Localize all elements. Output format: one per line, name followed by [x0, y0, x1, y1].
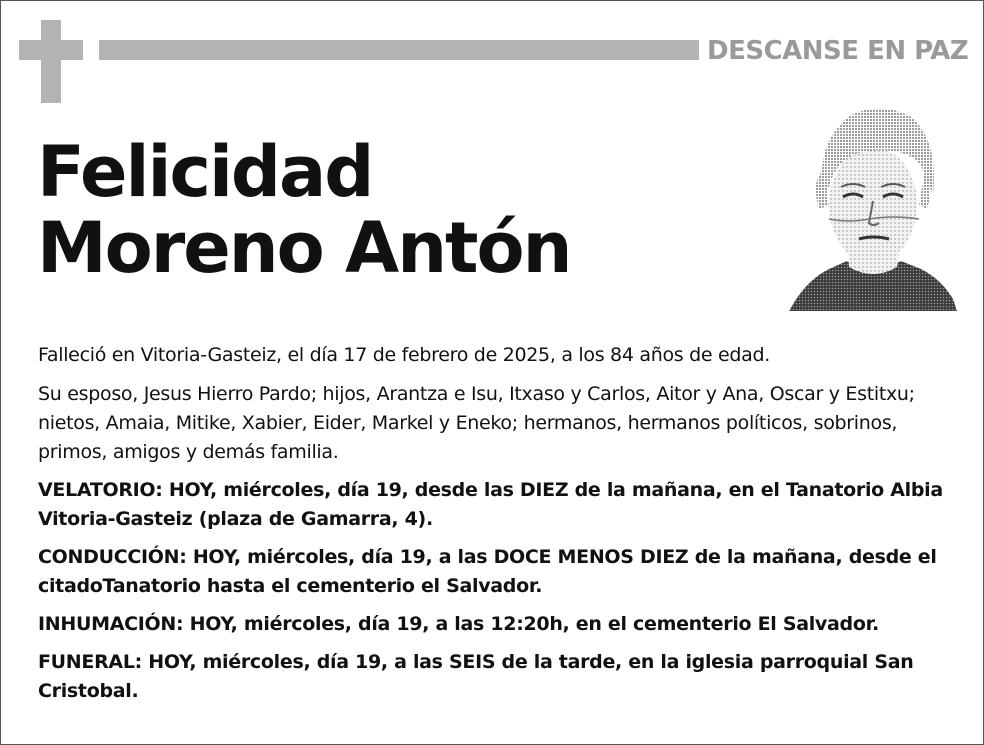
cross-horizontal-bar — [19, 40, 83, 60]
funeral-paragraph: FUNERAL: HOY, miércoles, día 19, a las SEIS de la tarde, en la iglesia parroquial San Cristobal. — [38, 651, 914, 702]
portrait-photo — [789, 101, 957, 311]
cross-vertical-bar — [41, 20, 61, 103]
deceased-name — [37, 131, 777, 289]
death-notice-paragraph: Falleció en Vitoria-Gasteiz, el día 17 de febrero de 2025, a los 84 años de edad. — [38, 344, 770, 366]
first-name: Felicidad — [37, 131, 373, 213]
obituary-body — [38, 341, 958, 715]
header-label: DESCANSE EN PAZ — [707, 36, 969, 66]
inhumacion-paragraph: INHUMACIÓN: HOY, miércoles, día 19, a las 12:20h, en el cementerio El Salvador. — [38, 613, 879, 635]
surnames: Moreno Antón — [37, 207, 571, 289]
family-paragraph: Su esposo, Jesus Hierro Pardo; hijos, Arantza e Isu, Itxaso y Carlos, Aitor y Ana, Oscar y Estitxu; nietos, Amaia, Mitike, Xabier, Eider, Markel y Eneko; hermanos, hermanos políticos, sobrinos, primos, amigos y demás familia. — [38, 383, 915, 463]
velatorio-paragraph: VELATORIO: HOY, miércoles, día 19, desde las DIEZ de la mañana, en el Tanatorio Albia Vitoria-Gasteiz (plaza de Gamarra, 4). — [38, 479, 943, 530]
header-rule — [99, 40, 699, 60]
conduccion-paragraph: CONDUCCIÓN: HOY, miércoles, día 19, a las DOCE MENOS DIEZ de la mañana, desde el citadoTanatorio hasta el cementerio el Salvador. — [38, 546, 937, 597]
